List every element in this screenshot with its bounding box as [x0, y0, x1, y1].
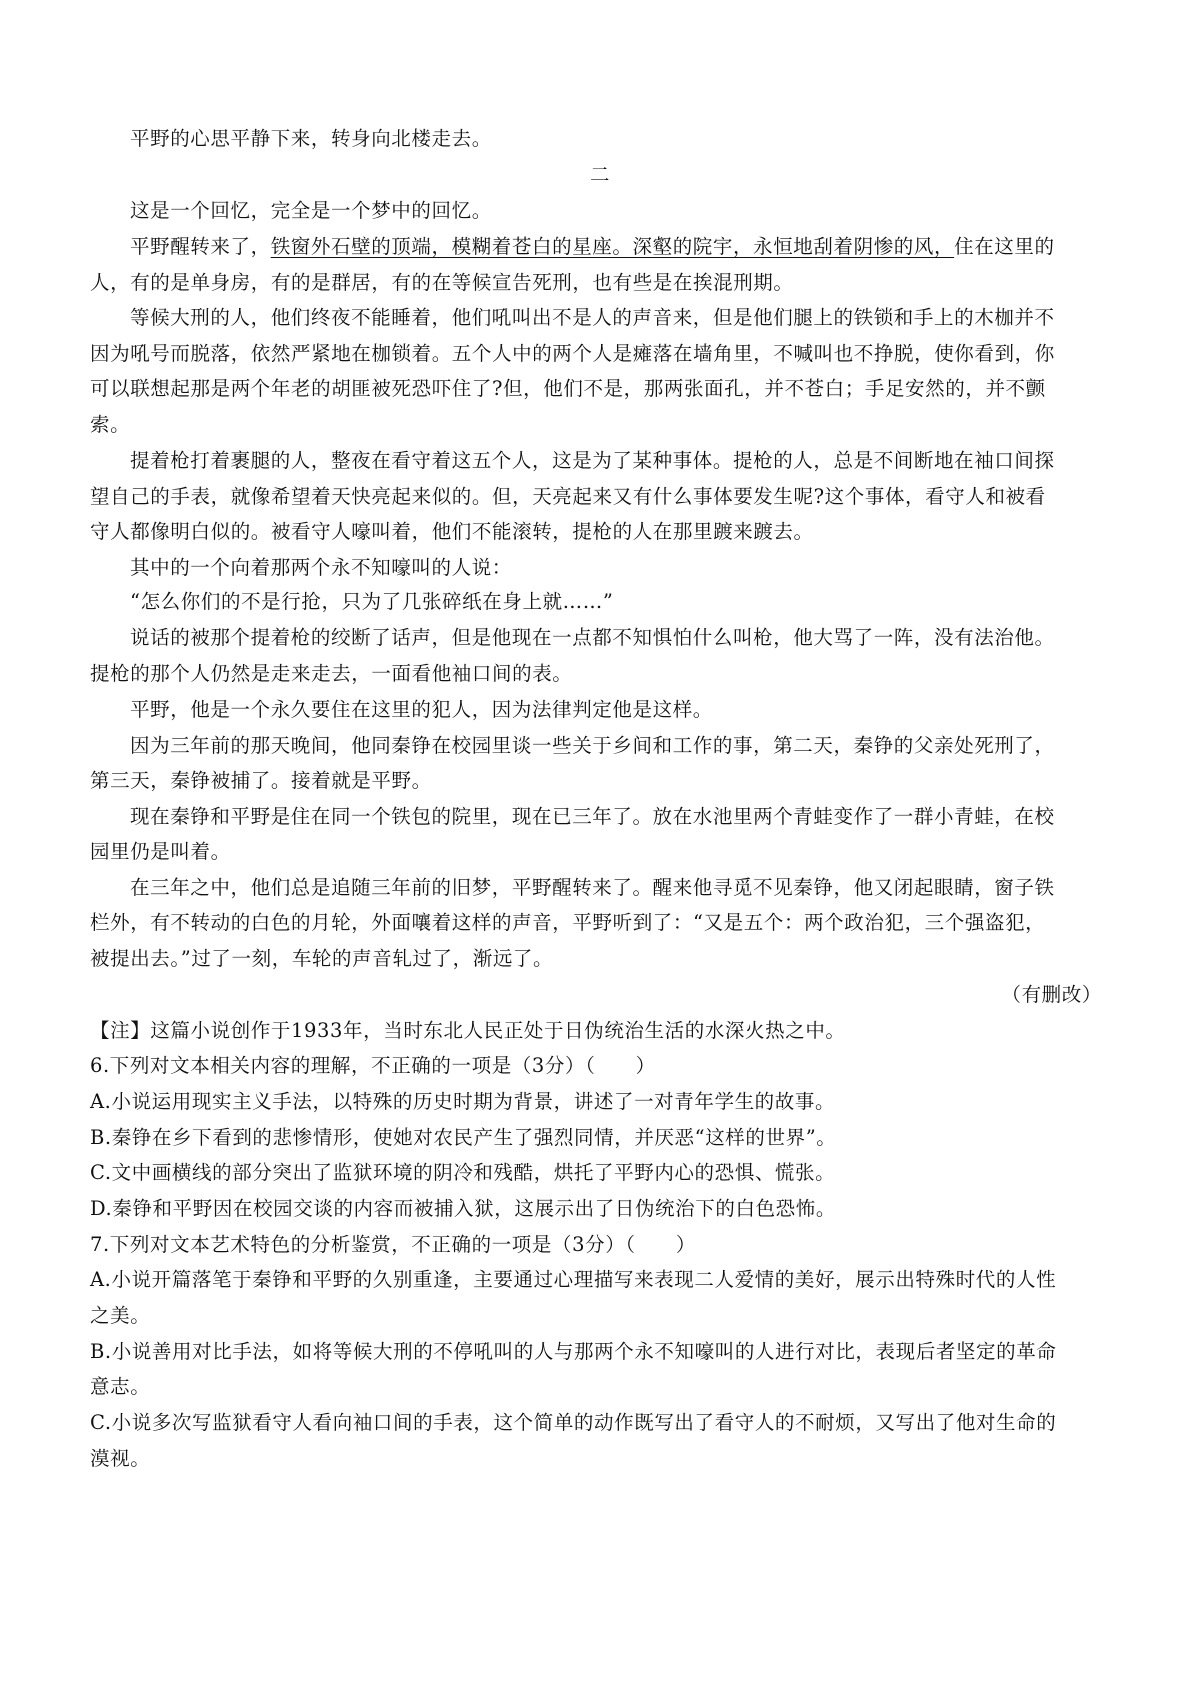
question-7-option-a: A.小说开篇落笔于秦铮和平野的久别重逢，主要通过心理描写来表现二人爱情的美好，展示出特殊时代的人性	[90, 1268, 1057, 1291]
opening-line: 平野的心思平静下来，转身向北楼走去。	[130, 127, 492, 150]
paragraph-line: 守人都像明白似的。被看守人嚎叫着，他们不能滚转，提枪的人在那里踱来踱去。	[90, 520, 814, 543]
section-number: 二	[589, 163, 611, 186]
question-6-stem: 6.下列对文本相关内容的理解，不正确的一项是（3分）（ ）	[90, 1054, 656, 1077]
edit-note: （有删改）	[1001, 983, 1102, 1006]
dialogue-line: “怎么你们的不是行抢，只为了几张碎纸在身上就……”	[130, 590, 614, 613]
question-7-option-a-cont: 之美。	[90, 1304, 151, 1327]
paragraph-line: 索。	[90, 413, 131, 436]
paragraph-line: 因为吼号而脱落，依然严紧地在枷锁着。五个人中的两个人是瘫落在墙角里，不喊叫也不挣脱，使你看到，你	[90, 342, 1055, 365]
underlined-sentence: 铁窗外石壁的顶端，模糊着苍白的星座。深壑的院宇，永恒地刮着阴惨的风，	[270, 235, 955, 258]
paragraph-line: 望自己的手表，就像希望着天快亮起来似的。但，天亮起来又有什么事体要发生呢?这个事体，看守人和被看	[90, 485, 1046, 508]
paragraph-line: 人，有的是单身房，有的是群居，有的在等候宣告死刑，也有些是在挨混刑期。	[90, 271, 794, 294]
question-7-option-b-cont: 意志。	[90, 1375, 151, 1398]
paragraph-line: 提着枪打着裹腿的人，整夜在看守着这五个人，这是为了某种事体。提枪的人，总是不间断地在袖口间探	[130, 449, 1055, 472]
paragraph-line	[130, 234, 1055, 260]
question-7-option-b: B.小说善用对比手法，如将等候大刑的不停吼叫的人与那两个永不知嚎叫的人进行对比，表现后者坚定的革命	[90, 1340, 1057, 1363]
question-6-option-a: A.小说运用现实主义手法，以特殊的历史时期为背景，讲述了一对青年学生的故事。	[90, 1090, 836, 1113]
paragraph-line: 平野，他是一个永久要住在这里的犯人，因为法律判定他是这样。	[130, 698, 713, 721]
paragraph-line: 这是一个回忆，完全是一个梦中的回忆。	[130, 199, 492, 222]
question-7-option-c: C.小说多次写监狱看守人看向袖口间的手表，这个简单的动作既写出了看守人的不耐烦，又写出了他对生命的	[90, 1411, 1057, 1434]
question-7-stem: 7.下列对文本艺术特色的分析鉴赏，不正确的一项是（3分）（ ）	[90, 1233, 696, 1256]
question-7-option-c-cont: 漠视。	[90, 1447, 151, 1470]
paragraph-line: 现在秦铮和平野是住在同一个铁包的院里，现在已三年了。放在水池里两个青蛙变作了一群小青蛙，在校	[130, 805, 1055, 828]
paragraph-line: 栏外，有不转动的白色的月轮，外面嚷着这样的声音，平野听到了：“又是五个：两个政治犯，三个强盗犯，	[90, 911, 1046, 934]
paragraph-line: 因为三年前的那天晚间，他同秦铮在校园里谈一些关于乡间和工作的事，第二天，秦铮的父亲处死刑了，	[130, 734, 1055, 757]
paragraph-line: 园里仍是叫着。	[90, 840, 231, 863]
paragraph-line: 在三年之中，他们总是追随三年前的旧梦，平野醒转来了。醒来他寻觅不见秦铮，他又闭起眼睛，窗子铁	[130, 876, 1055, 899]
paragraph-line: 提枪的那个人仍然是走来走去，一面看他袖口间的表。	[90, 662, 573, 685]
paragraph-line: 等候大刑的人，他们终夜不能睡着，他们吼叫出不是人的声音来，但是他们腿上的铁锁和手上的木枷并不	[130, 306, 1055, 329]
paragraph-line: 可以联想起那是两个年老的胡匪被死恐吓住了?但，他们不是，那两张面孔，并不苍白；手足安然的，并不颤	[90, 377, 1046, 400]
paragraph-line: 被提出去。”过了一刻，车轮的声音轧过了，渐远了。	[90, 947, 554, 970]
footnote: 【注】这篇小说创作于1933年，当时东北人民正处于日伪统治生活的水深火热之中。	[90, 1019, 846, 1042]
question-6-option-c: C.文中画横线的部分突出了监狱环境的阴冷和残酷，烘托了平野内心的恐惧、慌张。	[90, 1161, 836, 1184]
question-6-option-b: B.秦铮在乡下看到的悲惨情形，使她对农民产生了强烈同情，并厌恶“这样的世界”。	[90, 1126, 837, 1149]
question-6-option-d: D.秦铮和平野因在校园交谈的内容而被捕入狱，这展示出了日伪统治下的白色恐怖。	[90, 1197, 836, 1220]
paragraph-line: 第三天，秦铮被捕了。接着就是平野。	[90, 769, 432, 792]
paragraph-line: 其中的一个向着那两个永不知嚎叫的人说：	[130, 556, 512, 579]
text-run: 住在这里的	[954, 235, 1055, 258]
text-run: 平野醒转来了，	[130, 235, 271, 258]
paragraph-line: 说话的被那个提着枪的绞断了话声，但是他现在一点都不知惧怕什么叫枪，他大骂了一阵，没有法治他。	[130, 626, 1055, 649]
